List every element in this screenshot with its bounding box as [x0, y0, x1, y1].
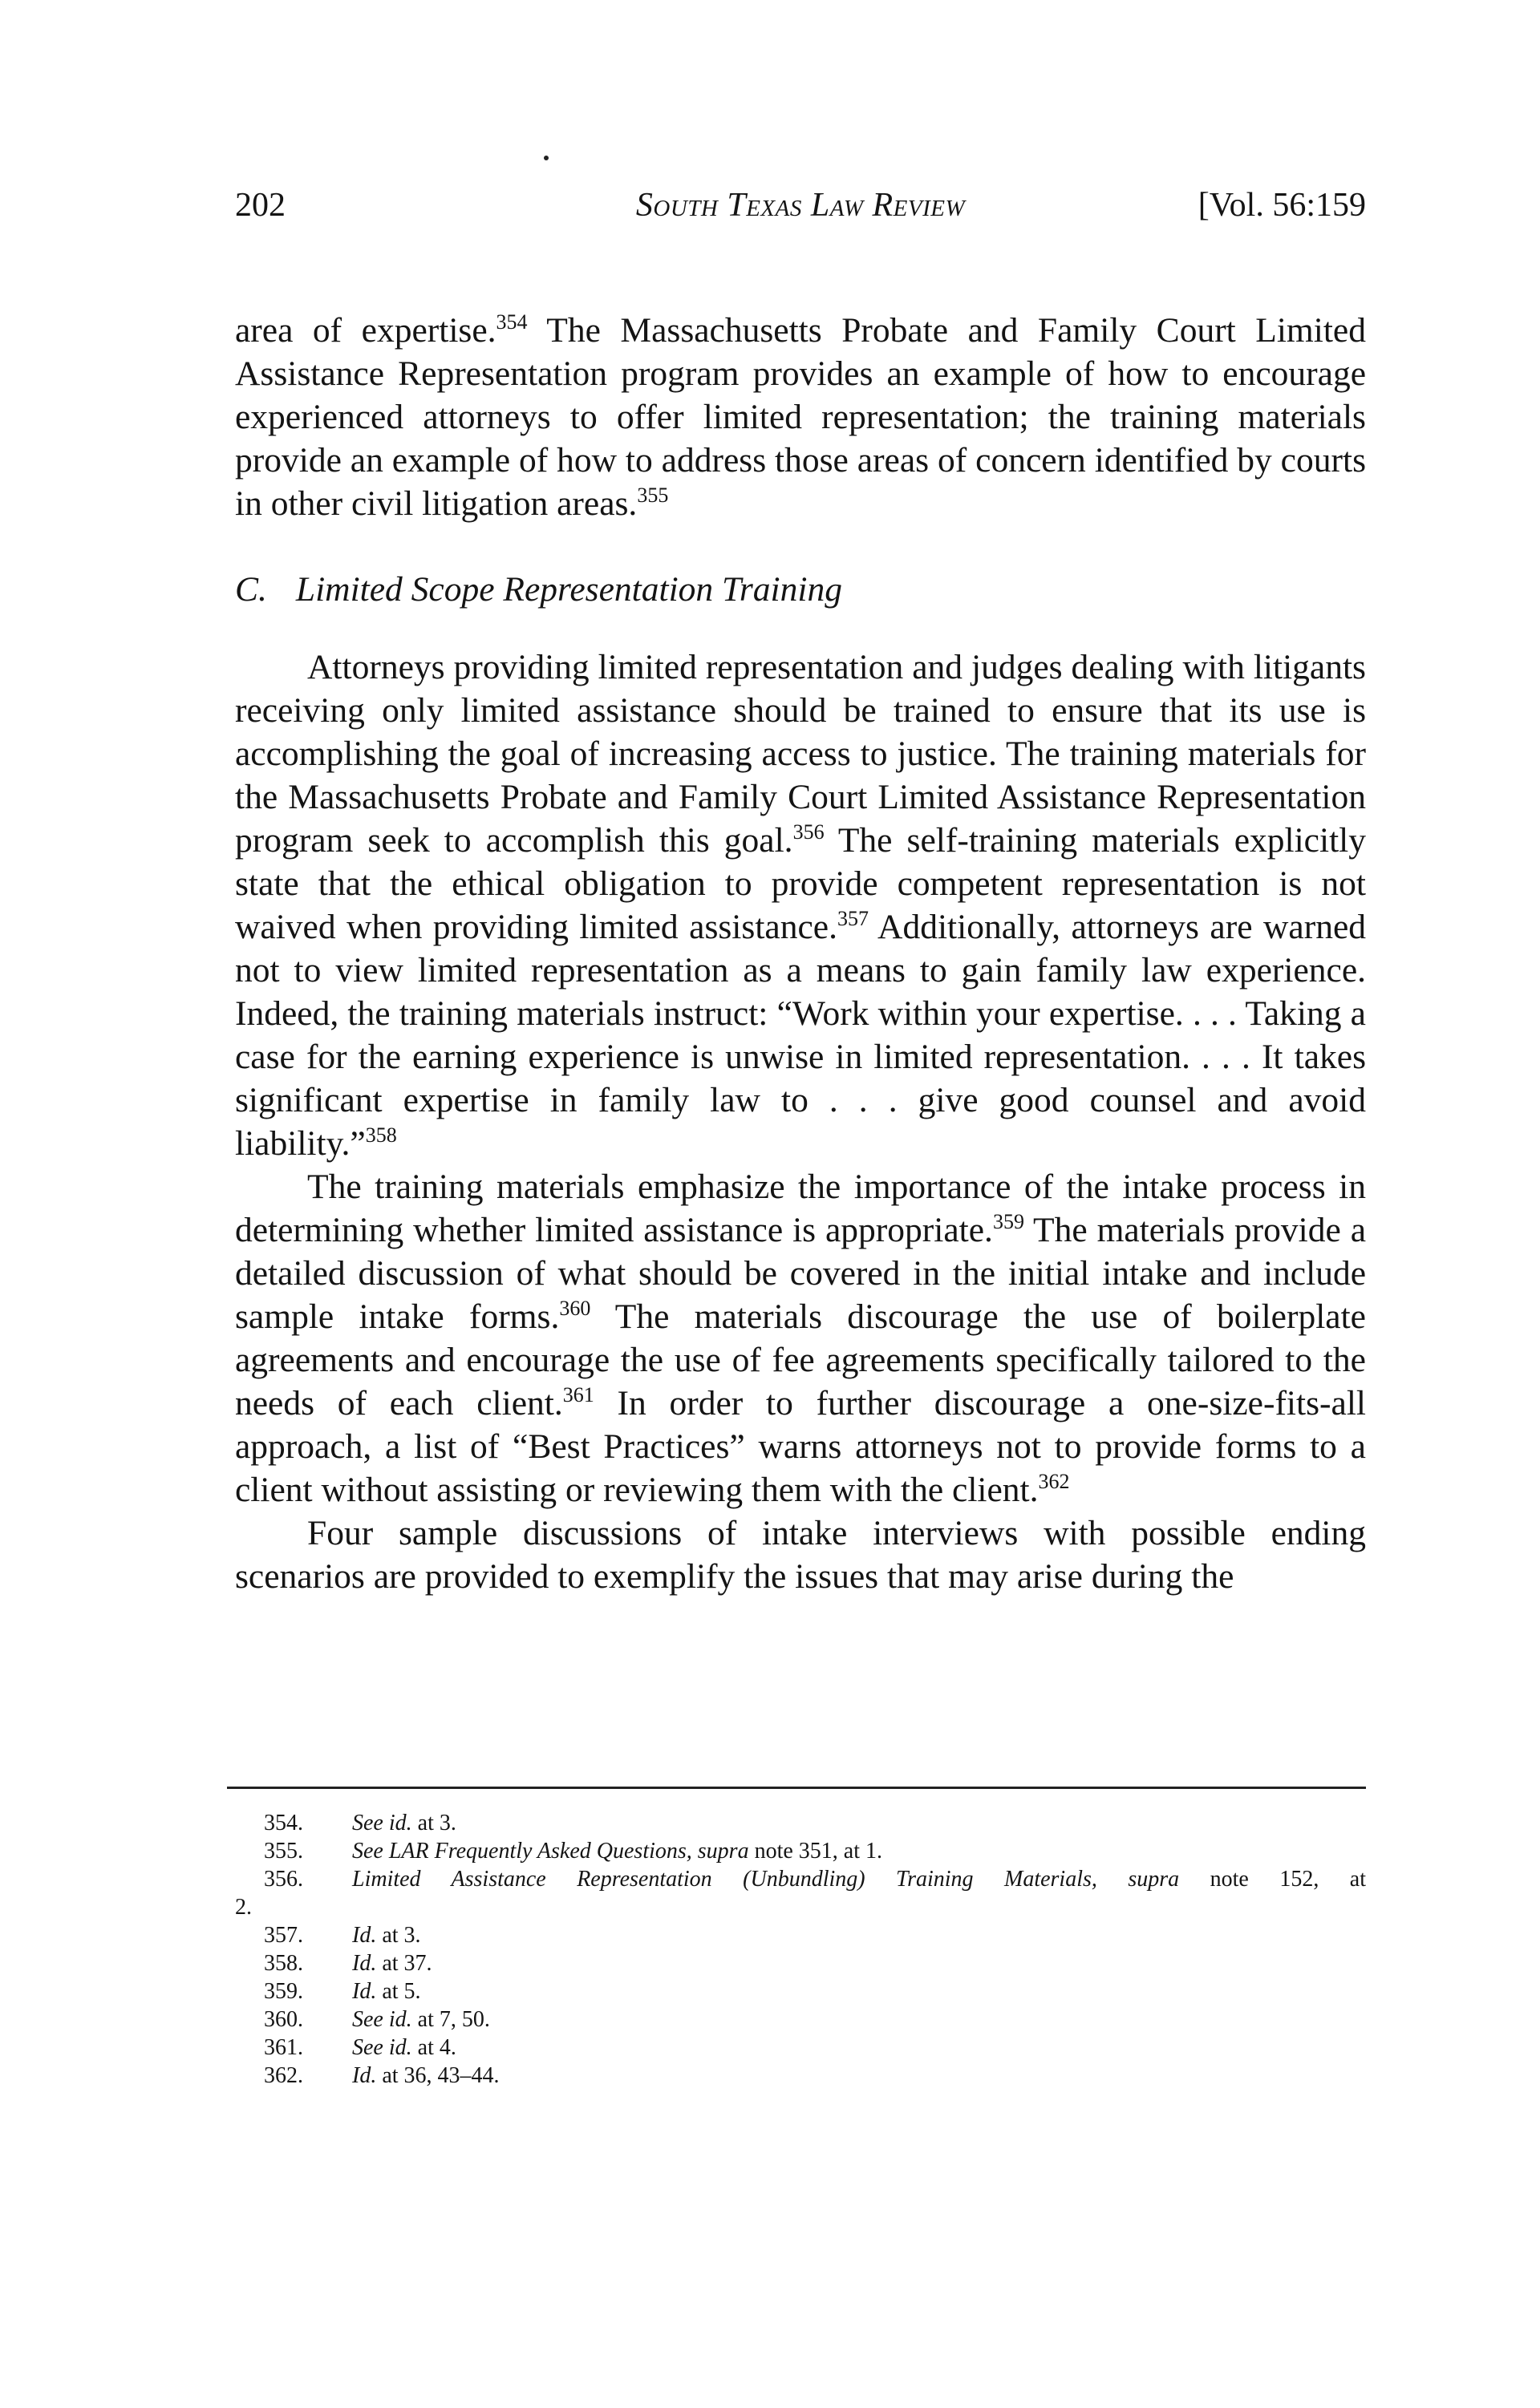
- section-letter: C.: [235, 570, 267, 609]
- footnote-number: 359.: [264, 1979, 303, 2004]
- footnote-divider: [227, 1787, 1366, 1789]
- footnote-text: at 36, 43–44.: [376, 2063, 500, 2088]
- footnote-ref-362: 362: [1038, 1470, 1070, 1493]
- footnote-ref-357: 357: [837, 907, 869, 930]
- paragraph-3: [235, 1165, 1366, 1512]
- paragraph-text: The Massachusetts Probate and Family Court Limited Assistance Representation program provides an example of how to encourage experienced attorneys to offer limited representation; the training materials provide an example of how to address those areas of concern identified by courts in other civil litigation areas.: [235, 311, 1366, 523]
- footnote-ref-358: 358: [365, 1123, 397, 1147]
- footnote-number: 355.: [264, 1839, 303, 1864]
- paragraph-2: [235, 646, 1366, 1165]
- footnote-number: 356.: [264, 1867, 303, 1892]
- footnote-number: 357.: [264, 1923, 303, 1948]
- scan-speck: [544, 156, 549, 160]
- footnote-continuation: 2.: [235, 1895, 252, 1920]
- footnote-361: [235, 2034, 1366, 2062]
- footnote-citation-signal: See LAR Frequently Asked Questions, supra: [352, 1839, 749, 1864]
- volume-citation: [Vol. 56:159: [1198, 187, 1366, 224]
- footnote-text: at 5.: [376, 1979, 421, 2004]
- footnote-360: [235, 2005, 1366, 2034]
- footnote-citation-signal: Id.: [352, 1923, 377, 1948]
- paragraph-text: area of expertise.: [235, 311, 496, 350]
- footnote-354: [235, 1809, 1366, 1837]
- footnote-citation-signal: See id.: [352, 1811, 412, 1835]
- footnote-number: 358.: [264, 1951, 303, 1976]
- paragraph-text: Attorneys providing limited representation and judges dealing with litigants receiving only limited assistance should be trained to ensure that its use is accomplishing the goal of increasing access to justice. The training materials for the Massachusetts Probate and Family Court Limited Assistance Representation program seek to accomplish this goal.: [235, 648, 1366, 860]
- section-title: Limited Scope Representation Training: [295, 570, 842, 609]
- footnote-text: note 351, at 1.: [748, 1839, 883, 1864]
- footnote-number: 362.: [264, 2063, 303, 2088]
- running-header: [235, 181, 1366, 229]
- footnote-362: [235, 2062, 1366, 2090]
- footnote-citation-signal: Id.: [352, 1951, 377, 1976]
- footnote-text: at 3.: [376, 1923, 421, 1948]
- footnote-text: note 152, at: [1179, 1867, 1367, 1892]
- footnote-ref-354: 354: [496, 310, 528, 334]
- paragraph-4: [235, 1512, 1366, 1598]
- footnote-number: 361.: [264, 2035, 303, 2060]
- footnote-ref-361: 361: [562, 1383, 594, 1406]
- footnote-number: 360.: [264, 2007, 303, 2032]
- footnote-citation-signal: See id.: [352, 2007, 412, 2032]
- footnote-ref-356: 356: [792, 820, 825, 844]
- footnotes: [235, 1809, 1366, 2090]
- section-heading: [235, 565, 842, 613]
- footnote-citation-signal: See id.: [352, 2035, 412, 2060]
- footnote-355: [235, 1837, 1366, 1865]
- journal-title: South Texas Law Review: [635, 187, 966, 224]
- page-number: 202: [235, 187, 286, 224]
- footnote-citation-signal: Id.: [352, 2063, 377, 2088]
- paragraph-text: The self-training materials explicitly state that the ethical obligation to provide competent representation is not waived when providing limited assistance.: [235, 821, 1366, 946]
- paragraph-1: [235, 309, 1366, 525]
- paragraph-text: Four sample discussions of intake interviews with possible ending scenarios are provided to exemplify the issues that may arise during the: [235, 1514, 1366, 1596]
- footnote-text: at 7, 50.: [411, 2007, 490, 2032]
- footnote-357: [235, 1921, 1366, 1949]
- paragraph-text: The training materials emphasize the importance of the intake process in determining whether limited assistance is appropriate.: [235, 1168, 1366, 1249]
- footnote-citation-signal: Id.: [352, 1979, 377, 2004]
- footnote-ref-355: 355: [637, 484, 669, 507]
- footnote-ref-360: 360: [559, 1297, 591, 1320]
- body-paragraphs: [235, 646, 1366, 1598]
- footnote-text: at 3.: [411, 1811, 456, 1835]
- paragraph-text: The materials discourage the use of boilerplate agreements and encourage the use of fee agreements specifically tailored to the needs of each client.: [235, 1297, 1366, 1423]
- paragraph-text: Additionally, attorneys are warned not to view limited representation as a means to gain family law experience. Indeed, the training materials instruct: “Work within your expertise. . . . Taking a case for the earning experience is unwise in limited representation. . . . It takes significant expertise in family law to . . . give good counsel and avoid liability.”: [235, 908, 1366, 1163]
- footnote-356: [235, 1865, 1366, 1921]
- footnote-ref-359: 359: [992, 1210, 1024, 1233]
- footnote-number: 354.: [264, 1811, 303, 1835]
- footnote-359: [235, 1977, 1366, 2005]
- paragraph-text: In order to further discourage a one-size-fits-all approach, a list of “Best Practices” warns attorneys not to provide forms to a client without assisting or reviewing them with the client.: [235, 1384, 1366, 1509]
- footnote-358: [235, 1949, 1366, 1977]
- footnote-citation-signal: Limited Assistance Representation (Unbundling) Training Materials, supra: [352, 1867, 1180, 1892]
- footnote-text: at 4.: [411, 2035, 456, 2060]
- paragraph-text: The materials provide a detailed discussion of what should be covered in the initial intake and include sample intake forms.: [235, 1211, 1367, 1336]
- footnote-text: at 37.: [376, 1951, 432, 1976]
